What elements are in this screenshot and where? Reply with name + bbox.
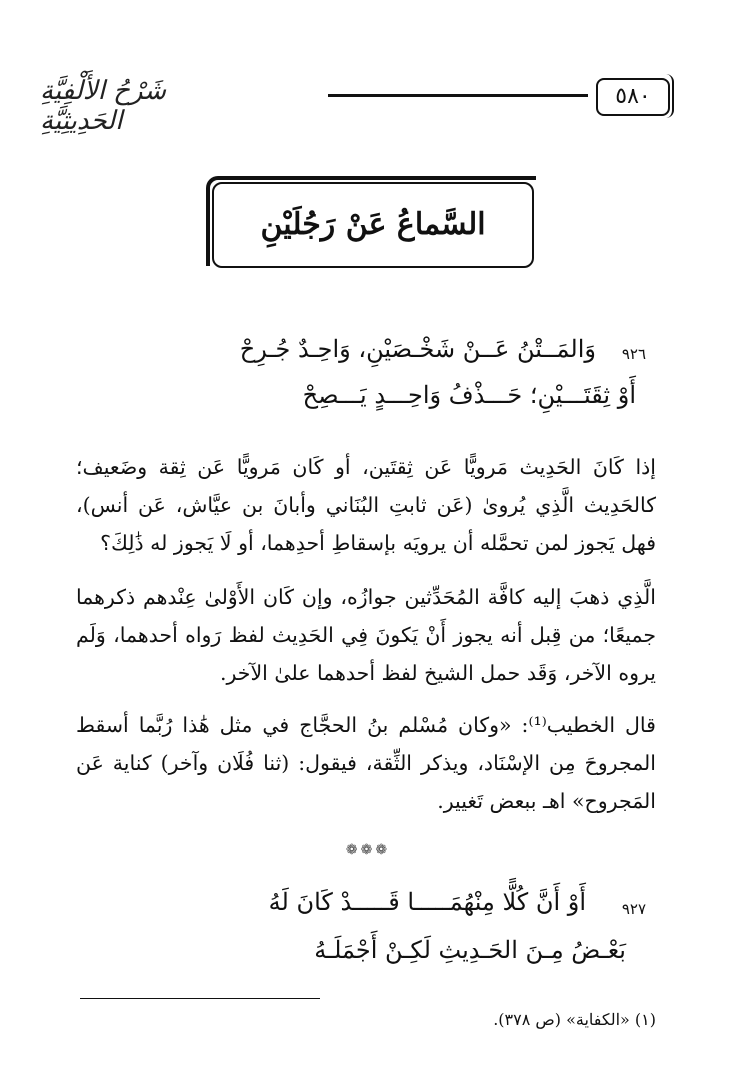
verse-line: أَوْ أَنَّ كُلًّا مِنْهُمَـــــا قَـــــدْ كَانَ لَهُ <box>268 888 586 916</box>
paragraph: إذا كَانَ الحَدِيث مَرويًّا عَن ثِقتَين، أو كَان مَرويًّا عَن ثِقة وضَعيف؛ كالحَدِيث الَّذِي يُروىٰ (عَن ثابتِ البُنَاني وأبانَ بن عيَّاش، عَن أنس)، فهل يَجوز لمن تحمَّله أن يرويَه بإسقاطِ أحدِهما، أو لَا يَجوز له ذَٰلِكَ؟ <box>76 455 656 555</box>
verse-927 <box>116 888 646 978</box>
page-number: ٥٨٠ <box>596 78 670 116</box>
book-title: شَرْحُ الأَلْفِيَّةِ الحَدِيثِيَّةِ <box>40 76 167 136</box>
verse-926 <box>116 335 646 425</box>
header-rule <box>328 94 588 97</box>
verse-line: وَالمَــتْنُ عَــنْ شَخْـصَيْنِ، وَاحِـدٌ جُـرِحْ <box>239 335 596 363</box>
chapter-heading-box <box>212 182 534 268</box>
paragraph: الَّذِي ذهبَ إليه كافَّة المُحَدِّثين جوازُه، وإن كَان الأَوْلىٰ عِنْدهم ذكرهما جميعًا؛ من قِبل أنه يجوز أَنْ يَكونَ فِي الحَدِيث لفظ رَواه أحدهما، وَلَم يروه الآخر، وَقَد حمل الشيخ لفظ أحدهما علىٰ الآخر. <box>76 585 656 685</box>
verse-line: بَعْـضُ مِـنَ الحَـدِيثِ لَكِـنْ أَجْمَلَـهُ <box>314 936 626 964</box>
verse-number: ٩٢٧ <box>621 900 646 918</box>
verse-number: ٩٢٦ <box>621 345 646 363</box>
paragraph: قال الخطيب⁽¹⁾: «وكان مُسْلم بنُ الحجَّاج في مثل هَٰذا رُبَّما أسقط المجروحَ مِن الإسْنَاد، ويذكر الثِّقة، فيقول: (ثنا فُلَان وآخر) كناية عَن المَجروح» اهـ ببعض تَغيير. <box>76 713 656 813</box>
verse-line: أَوْ ثِقَتَـــيْنِ؛ حَـــذْفُ وَاحِـــدٍ يَـــصِحْ <box>302 381 636 409</box>
page-header <box>40 70 670 136</box>
section-separator: ❁❁❁ <box>345 842 391 858</box>
chapter-title: السَّماعُ عَنْ رَجُلَيْنِ <box>260 207 486 242</box>
footnote-rule <box>80 998 320 999</box>
footnote: (١) «الكفاية» (ص ٣٧٨). <box>493 1010 656 1029</box>
